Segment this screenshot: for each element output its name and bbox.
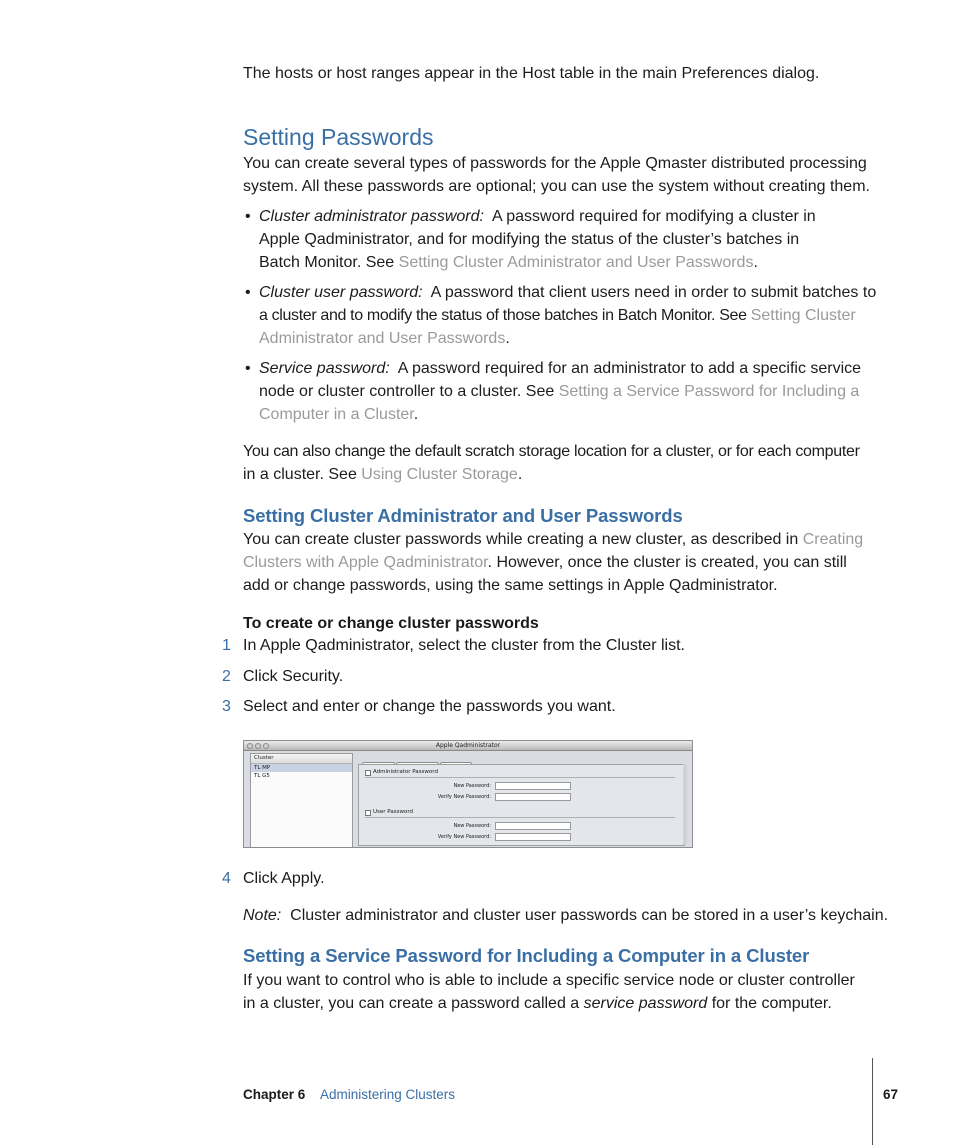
paragraph-text: You can create cluster passwords while creating a new cluster, as described in	[243, 531, 803, 548]
note-label: Note:	[243, 907, 282, 924]
user-password-checkbox[interactable]	[365, 810, 371, 816]
divider	[365, 817, 675, 818]
cross-reference-link[interactable]: Creating	[802, 531, 864, 548]
scrollbar[interactable]	[683, 764, 687, 844]
punctuation: .	[753, 254, 758, 271]
section-heading-setting-passwords: Setting Passwords	[243, 124, 434, 150]
zoom-window-button[interactable]	[263, 743, 269, 749]
bullet-text: A password required for an administrator to add a specific service	[397, 360, 862, 377]
footer-chapter-title: Administering Clusters	[320, 1087, 456, 1102]
step-number: 1	[222, 637, 231, 654]
scratch-storage-paragraph	[243, 440, 893, 486]
paragraph-text: add or change passwords, using the same settings in Apple Qadministrator.	[243, 577, 778, 594]
new-password-label: New Password:	[453, 823, 491, 829]
paragraph-text: You can also change the default scratch storage location for a cluster, or for each computer	[243, 443, 860, 460]
paragraph-text: . However, once the cluster is created, you can still	[487, 554, 847, 571]
cluster-list[interactable]	[250, 753, 353, 848]
punctuation: .	[517, 466, 523, 483]
bullet-term: Cluster user password:	[259, 284, 423, 301]
bullet-dot: •	[245, 208, 251, 225]
cluster-list-item[interactable]: TL MP	[251, 764, 352, 772]
bullet-term: Service password:	[259, 360, 390, 377]
admin-password-label: Administrator Password	[373, 769, 438, 775]
bullet-text: Apple Qadministrator, and for modifying the status of the cluster’s batches in	[259, 231, 800, 248]
paragraph-text: in a cluster, you can create a password called a	[243, 995, 584, 1012]
paragraph-text: If you want to control who is able to include a specific service node or cluster controller	[243, 972, 855, 989]
window-title-bar	[244, 741, 692, 751]
punctuation: .	[505, 330, 510, 347]
admin-password-checkbox[interactable]	[365, 770, 371, 776]
punctuation: .	[413, 406, 419, 423]
page-number: 67	[883, 1087, 899, 1102]
bullet-text: node or cluster controller to a cluster. See	[259, 383, 559, 400]
cluster-passwords-paragraph	[243, 528, 893, 597]
user-new-password-field[interactable]	[495, 822, 571, 830]
step-text: Select and enter or change the passwords you want.	[243, 698, 616, 715]
step-number: 3	[222, 698, 231, 715]
note	[243, 904, 903, 927]
bullet-item-service-password	[243, 357, 883, 427]
cross-reference-link[interactable]: Using Cluster Storage	[361, 466, 518, 483]
service-password-paragraph	[243, 969, 893, 1015]
section-heading-service-password: Setting a Service Password for Including a Computer in a Cluster	[243, 945, 810, 966]
step-number: 2	[222, 668, 231, 685]
footer-divider	[872, 1058, 873, 1145]
bullet-dot: •	[245, 360, 251, 377]
new-password-label: New Password:	[453, 783, 491, 789]
footer-chapter: Chapter 6	[243, 1087, 306, 1102]
close-window-button[interactable]	[247, 743, 253, 749]
bullet-item-cluster-admin	[243, 205, 883, 275]
paragraph-text: for the computer.	[707, 995, 832, 1012]
cluster-list-header[interactable]: Cluster	[251, 754, 352, 764]
bullet-text: Batch Monitor. See	[259, 254, 399, 271]
cross-reference-link[interactable]: Setting a Service Password for Including a	[558, 383, 860, 400]
paragraph-text: in a cluster. See	[243, 466, 362, 483]
bullet-item-cluster-user	[243, 281, 883, 351]
intro-text: The hosts or host ranges appear in the Host table in the main Preferences dialog.	[243, 65, 820, 82]
step-text: Click Apply.	[243, 870, 325, 887]
minimize-window-button[interactable]	[255, 743, 261, 749]
cross-reference-link[interactable]: Clusters with Apple Qadministrator	[243, 554, 488, 571]
divider	[365, 777, 675, 778]
step-number: 4	[222, 870, 231, 887]
window-title: Apple Qadministrator	[435, 742, 501, 749]
user-verify-password-field[interactable]	[495, 833, 571, 841]
bullet-dot: •	[245, 284, 251, 301]
step-text: In Apple Qadministrator, select the cluster from the Cluster list.	[243, 637, 685, 654]
section-heading-cluster-passwords: Setting Cluster Administrator and User Passwords	[243, 505, 683, 526]
verify-password-label: Verify New Password:	[437, 834, 491, 840]
cross-reference-link[interactable]: Setting Cluster Administrator and User Passwords	[398, 254, 754, 271]
user-password-label: User Password	[373, 809, 413, 815]
cluster-list-item[interactable]: TL G5	[254, 773, 270, 779]
bullet-text: A password that client users need in order to submit batches to	[430, 284, 877, 301]
security-panel	[358, 764, 685, 846]
cross-reference-link[interactable]: Setting Cluster	[750, 307, 856, 324]
section-intro	[243, 152, 883, 198]
verify-password-label: Verify New Password:	[437, 794, 491, 800]
section-intro-text: You can create several types of passwords for the Apple Qmaster distributed processing system. All these passwords are optional; you can use the system without creating them.	[243, 155, 870, 195]
procedure-title: To create or change cluster passwords	[243, 615, 539, 632]
emphasized-term: service password	[583, 995, 708, 1012]
bullet-term: Cluster administrator password:	[259, 208, 484, 225]
step-text: Click Security.	[243, 668, 344, 685]
cross-reference-link[interactable]: Administrator and User Passwords	[259, 330, 506, 347]
cross-reference-link[interactable]: Computer in a Cluster	[259, 406, 414, 423]
admin-verify-password-field[interactable]	[495, 793, 571, 801]
admin-new-password-field[interactable]	[495, 782, 571, 790]
qadministrator-screenshot	[243, 740, 693, 848]
tab-bar	[362, 753, 473, 763]
note-text: Cluster administrator and cluster user passwords can be stored in a user’s keychain.	[290, 907, 889, 924]
bullet-text: a cluster and to modify the status of those batches in Batch Monitor. See	[259, 307, 751, 324]
bullet-text: A password required for modifying a cluster in	[491, 208, 816, 225]
